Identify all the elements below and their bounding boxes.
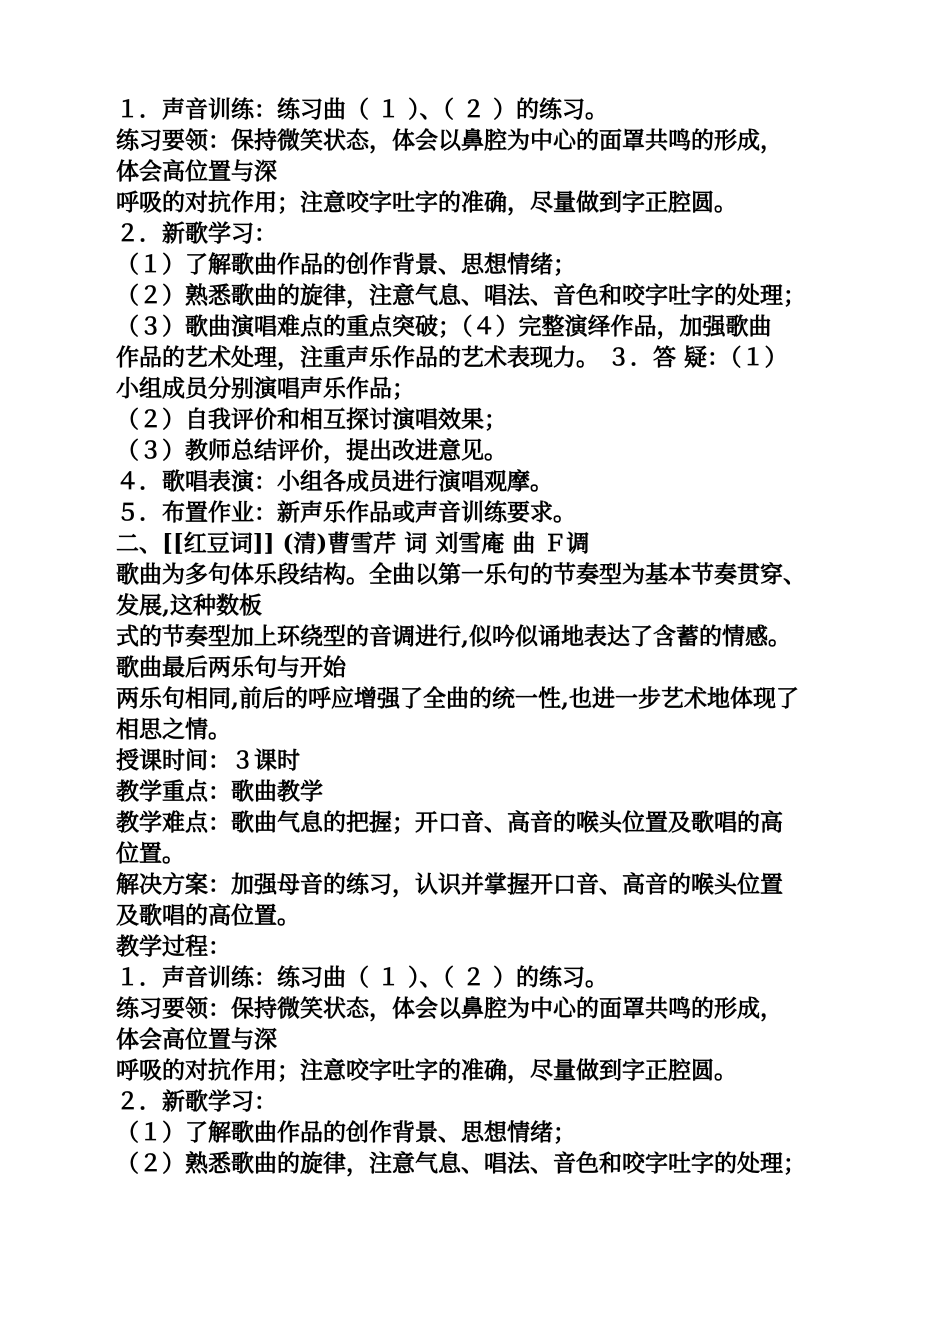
text-line: （１）了解歌曲作品的创作背景、思想情绪； (116, 1119, 576, 1146)
text-line: 授课时间：３课时 (116, 747, 300, 774)
text-line: （２）熟悉歌曲的旋律，注意气息、唱法、音色和咬字吐字的处理； (116, 282, 806, 309)
document-page (116, 94, 846, 1179)
text-line: ４．歌唱表演：小组各成员进行演唱观摩。 (116, 468, 553, 495)
text-line: 位置。 (116, 840, 185, 867)
text-line: 呼吸的对抗作用；注意咬字吐字的准确，尽量做到字正腔圆。 (116, 1057, 737, 1084)
text-line: （２）自我评价和相互探讨演唱效果； (116, 406, 507, 433)
text-line: 体会高位置与深 (116, 1026, 277, 1053)
text-line: 发展,这种数板 (116, 592, 263, 619)
text-line: 歌曲为多句体乐段结构。全曲以第一乐句的节奏型为基本节奏贯穿、 (116, 561, 806, 588)
text-line: 及歌唱的高位置。 (116, 902, 300, 929)
text-line: 教学过程： (116, 933, 231, 960)
text-line: （１）了解歌曲作品的创作背景、思想情绪； (116, 251, 576, 278)
text-line: 练习要领：保持微笑状态，体会以鼻腔为中心的面罩共鸣的形成， (116, 995, 783, 1022)
text-line: 二、[[红豆词]] (清)曹雪芹 词 刘雪庵 曲 Ｆ调 (116, 530, 590, 557)
text-line: ２．新歌学习： (116, 220, 277, 247)
text-line: 歌曲最后两乐句与开始 (116, 654, 346, 681)
text-line: （３）教师总结评价，提出改进意见。 (116, 437, 507, 464)
text-line: 教学难点：歌曲气息的把握；开口音、高音的喉头位置及歌唱的高 (116, 809, 783, 836)
text-line: 教学重点：歌曲教学 (116, 778, 323, 805)
text-line: （３）歌曲演唱难点的重点突破；（４）完整演绎作品，加强歌曲 (116, 313, 772, 340)
text-line: 相思之情。 (116, 716, 231, 743)
text-line: 两乐句相同,前后的呼应增强了全曲的统一性,也进一步艺术地体现了 (116, 685, 800, 712)
text-line: １．声音训练：练习曲（ １ ）、（ ２ ）的练习。 (116, 96, 609, 123)
text-line: 小组成员分别演唱声乐作品； (116, 375, 415, 402)
text-line: ２．新歌学习： (116, 1088, 277, 1115)
text-line: （２）熟悉歌曲的旋律，注意气息、唱法、音色和咬字吐字的处理； (116, 1150, 806, 1177)
text-line: １．声音训练：练习曲（ １ ）、（ ２ ）的练习。 (116, 964, 609, 991)
text-line: 呼吸的对抗作用；注意咬字吐字的准确，尽量做到字正腔圆。 (116, 189, 737, 216)
text-line: 解决方案：加强母音的练习，认识并掌握开口音、高音的喉头位置 (116, 871, 783, 898)
text-line: 作品的艺术处理，注重声乐作品的艺术表现力。 ３．答 疑：（１） (116, 344, 788, 371)
text-line: 体会高位置与深 (116, 158, 277, 185)
text-line: ５．布置作业：新声乐作品或声音训练要求。 (116, 499, 576, 526)
text-line: 练习要领：保持微笑状态，体会以鼻腔为中心的面罩共鸣的形成， (116, 127, 783, 154)
text-line: 式的节奏型加上环绕型的音调进行,似吟似诵地表达了含蓄的情感。 (116, 623, 792, 650)
